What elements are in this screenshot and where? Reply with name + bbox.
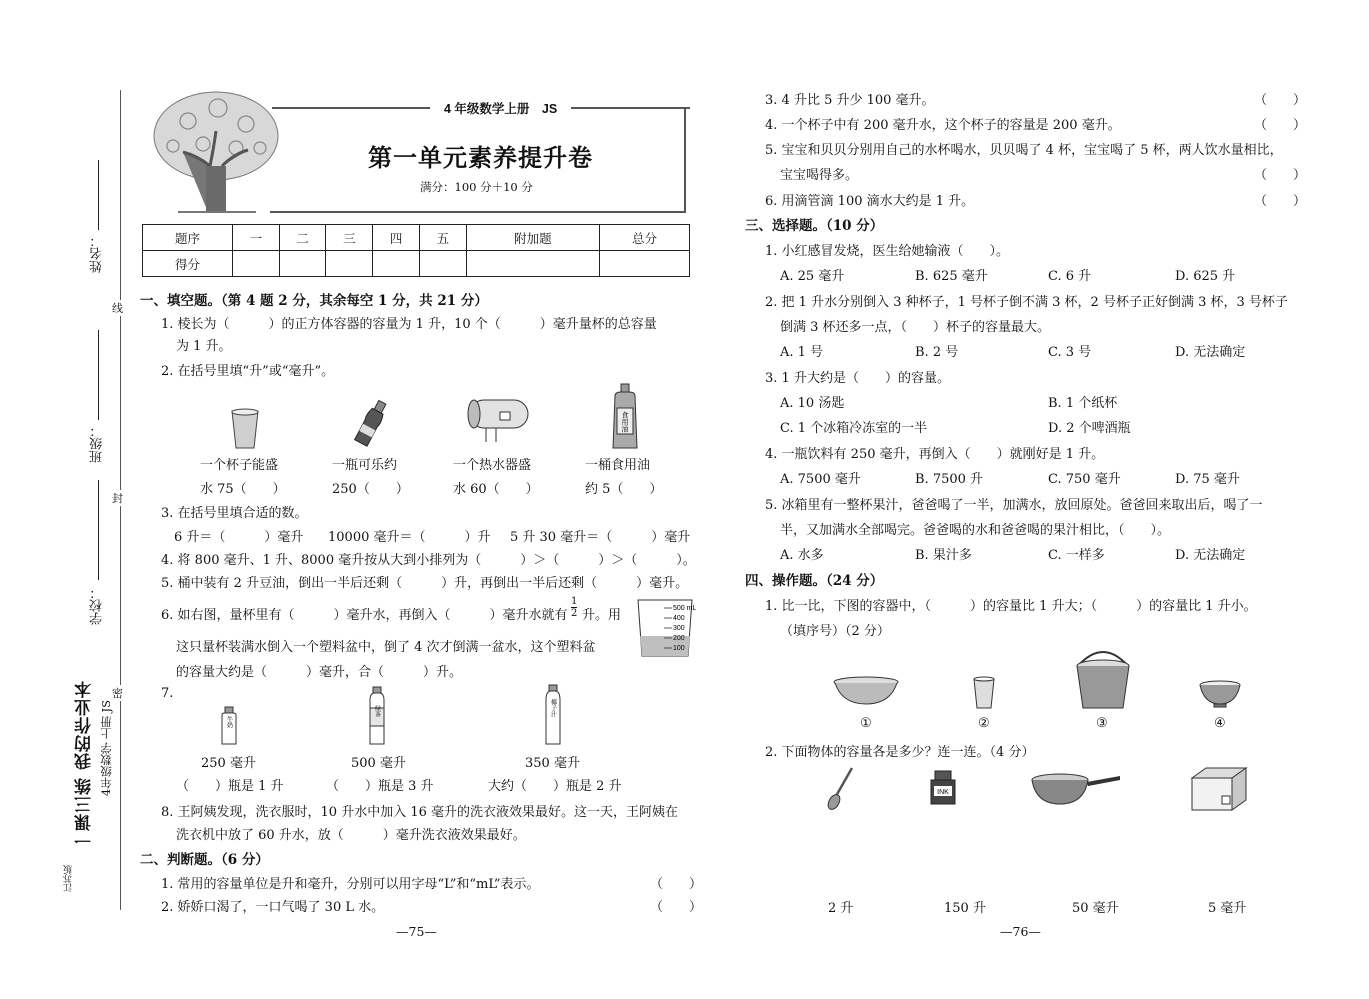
score-cell[interactable]	[279, 251, 326, 277]
choice-3-option-b[interactable]: B. 1 个纸杯	[1048, 396, 1118, 411]
score-cell[interactable]	[466, 251, 599, 277]
score-header-cell: 附加题	[466, 225, 599, 251]
judge-6-text: 6. 用滴管滴 100 滴水大约是 1 升。	[765, 194, 975, 209]
judge-6-answer[interactable]: （ ）	[1254, 194, 1307, 209]
brand-tag: 江苏版	[64, 865, 74, 892]
q3-text: 3. 在括号里填合适的数。	[161, 506, 308, 521]
q2-item-2-line1: 一瓶可乐约	[332, 458, 398, 473]
container-number-3: ③	[1096, 716, 1108, 731]
green-tea-bottle-icon	[366, 686, 388, 746]
score-info: 满分：100 分＋10 分	[420, 180, 533, 194]
q6-line1-end: 升。用	[582, 608, 622, 623]
choice-2-line1: 2. 把 1 升水分别倒入 3 种杯子，1 号杯子倒不满 3 杯，2 号杯子正好倒满 3 杯，3 号杯子	[765, 295, 1288, 310]
beaker-mark: 100	[673, 645, 685, 652]
score-table-score-row	[143, 251, 690, 277]
oil-bottle-label: 食用油	[621, 411, 629, 433]
paper-cup-icon	[972, 676, 996, 710]
choice-3-option-a[interactable]: A. 10 汤匙	[780, 396, 845, 411]
q2-item-3-line1: 一个热水器盛	[453, 458, 532, 473]
coconut-juice-bottle-label: 椰子汁	[549, 699, 557, 717]
judge-3-answer[interactable]: （ ）	[1254, 93, 1307, 108]
q7-bottle-1-blank: （ ）瓶是 1 升	[176, 779, 284, 794]
wok-icon	[1030, 770, 1122, 808]
tree-illustration	[148, 86, 284, 214]
header-bottom-rule	[270, 211, 686, 213]
q7-bottle-3-capacity: 350 毫升	[525, 756, 580, 771]
choice-1-option-c[interactable]: C. 6 升	[1048, 269, 1092, 284]
judge-4-answer[interactable]: （ ）	[1254, 118, 1307, 133]
name-label: 姓名：	[90, 234, 105, 273]
section-2-heading: 二、判断题。（6 分）	[140, 852, 269, 868]
q2-item-1-line1: 一个杯子能盛	[200, 458, 279, 473]
q7-bottle-2-blank: （ ）瓶是 3 升	[326, 779, 434, 794]
choice-1-option-a[interactable]: A. 25 毫升	[780, 269, 845, 284]
capacity-option-3[interactable]: 50 毫升	[1072, 901, 1119, 916]
choice-2-option-a[interactable]: A. 1 号	[780, 345, 824, 360]
score-header-cell: 一	[232, 225, 279, 251]
capacity-option-4[interactable]: 5 毫升	[1208, 901, 1247, 916]
choice-3-text: 3. 1 升大约是（ ）的容量。	[765, 371, 950, 386]
score-header-cell: 五	[419, 225, 466, 251]
container-number-1: ①	[860, 716, 872, 731]
score-row-label: 得分	[143, 251, 233, 277]
judge-2-answer[interactable]: （ ）	[650, 900, 703, 915]
beaker-mark: 300	[673, 625, 685, 632]
score-table-header-row	[143, 225, 690, 251]
section-4-heading: 四、操作题。（24 分）	[745, 573, 884, 589]
choice-4-option-a[interactable]: A. 7500 毫升	[780, 472, 861, 487]
q2-item-4-line1: 一桶食用油	[585, 458, 651, 473]
cola-bottle-icon	[352, 398, 392, 450]
brand-title: 一课三练 我的作业本	[75, 680, 95, 849]
capacity-option-2[interactable]: 150 升	[944, 901, 986, 916]
judge-1-answer[interactable]: （ ）	[650, 877, 703, 892]
choice-2-option-b[interactable]: B. 2 号	[915, 345, 959, 360]
school-underline	[98, 480, 99, 580]
choice-4-text: 4. 一瓶饮料有 250 毫升，再倒入（ ）就刚好是 1 升。	[765, 447, 1105, 462]
q6-fraction	[571, 596, 577, 619]
page-number-right: —76—	[1000, 924, 1041, 939]
judge-3-text: 3. 4 升比 5 升少 100 毫升。	[765, 93, 935, 108]
bucket-icon	[1072, 644, 1134, 712]
choice-3-option-d[interactable]: D. 2 个啤酒瓶	[1048, 421, 1131, 436]
judge-5-line1: 5. 宝宝和贝贝分别用自己的水杯喝水，贝贝喝了 4 杯，宝宝喝了 5 杯，两人饮水量相比，	[765, 143, 1283, 158]
container-number-4: ④	[1214, 716, 1226, 731]
milk-bottle-label: 牛奶	[225, 716, 233, 728]
water-heater-icon	[462, 396, 536, 448]
q8-line2: 洗衣机中放了 60 升水，放（ ）毫升洗衣液效果最好。	[176, 828, 526, 843]
q2-item-3-line2: 水 60（ ）	[453, 482, 539, 497]
box-icon	[1190, 766, 1248, 812]
page-number-left: —75—	[396, 924, 437, 939]
oil-bottle-icon	[610, 382, 640, 450]
q4-text: 4. 将 800 毫升、1 升、8000 毫升按从大到小排列为（ ）＞（ ）＞（ ）。	[161, 553, 696, 568]
operation-1-line1: 1. 比一比，下图的容器中，（ ）的容量比 1 升大；（ ）的容量比 1 升小。	[765, 599, 1257, 614]
judge-2-text: 2. 娇娇口渴了，一口气喝了 30 L 水。	[161, 900, 385, 915]
operation-1-line2: （填序号）（2 分）	[780, 624, 890, 639]
judge-5-line2: 宝宝喝得多。	[780, 168, 859, 183]
bowl-icon	[1198, 680, 1242, 708]
judge-4-text: 4. 一个杯子中有 200 毫升水，这个杯子的容量是 200 毫升。	[765, 118, 1121, 133]
container-number-2: ②	[978, 716, 990, 731]
ink-bottle-icon	[928, 770, 958, 806]
class-label: 班级：	[90, 424, 105, 463]
choice-5-line1: 5. 冰箱里有一整杯果汁，爸爸喝了一半，加满水，放回原处。爸爸回来取出后，喝了一	[765, 498, 1263, 513]
score-header-cell: 二	[279, 225, 326, 251]
q2-item-4-line2: 约 5（ ）	[585, 482, 663, 497]
cup-icon	[230, 408, 260, 450]
fraction-numerator: 1	[571, 596, 578, 607]
binding-line-char: 线	[112, 302, 123, 315]
beaker-mark: 200	[673, 635, 685, 642]
score-cell[interactable]	[373, 251, 420, 277]
score-cell[interactable]	[232, 251, 279, 277]
q2-item-2-line2: 250（ ）	[332, 482, 409, 497]
choice-2-option-d[interactable]: D. 无法确定	[1175, 345, 1246, 360]
measuring-beaker	[634, 596, 696, 660]
choice-5-line2: 半，又加满水全部喝完。爸爸喝的水和爸爸喝的果汁相比，（ ）。	[780, 523, 1171, 538]
choice-2-line2: 倒满 3 杯还多一点，（ ）杯子的容量最大。	[780, 320, 1051, 335]
coconut-juice-bottle-icon	[542, 684, 564, 746]
q7-number: 7.	[161, 686, 174, 701]
q7-bottle-2-capacity: 500 毫升	[351, 756, 406, 771]
choice-5-option-d[interactable]: D. 无法确定	[1175, 548, 1246, 563]
choice-4-option-b[interactable]: B. 7500 升	[915, 472, 984, 487]
score-cell[interactable]	[599, 251, 689, 277]
score-header-cell: 三	[326, 225, 373, 251]
binding-seal-char: 封	[112, 492, 123, 505]
section-3-heading: 三、选择题。（10 分）	[745, 218, 884, 234]
q6-line2: 这只量杯装满水倒入一个塑料盆中，倒了 4 次才倒满一盆水，这个塑料盆	[176, 640, 596, 655]
ink-bottle-label: INK	[937, 789, 949, 796]
q6-line3: 的容量大约是（ ）毫升，合（ ）升。	[176, 665, 463, 680]
choice-3-option-c[interactable]: C. 1 个冰箱冷冻室的一半	[780, 421, 928, 436]
capacity-option-1[interactable]: 2 升	[828, 901, 854, 916]
choice-4-option-c[interactable]: C. 750 毫升	[1048, 472, 1121, 487]
q2-item-1-line2: 水 75（ ）	[200, 482, 286, 497]
brand-subtitle: 4年级数学 上册 JS	[99, 700, 113, 797]
score-table	[142, 224, 690, 277]
choice-5-option-a[interactable]: A. 水多	[780, 548, 824, 563]
q8-line1: 8. 王阿姨发现，洗衣服时，10 升水中加入 16 毫升的洗衣液效果最好。这一天，王阿姨在	[161, 805, 679, 820]
beaker-mark: 500 mL	[673, 605, 696, 612]
score-header-cell: 四	[373, 225, 420, 251]
q7-bottle-3-blank: 大约（ ）瓶是 2 升	[488, 779, 622, 794]
q3-part-a: 6 升＝（ ）毫升	[174, 530, 304, 545]
binding-secret-char: 密	[112, 687, 123, 700]
score-cell[interactable]	[419, 251, 466, 277]
choice-2-option-c[interactable]: C. 3 号	[1048, 345, 1092, 360]
choice-1-option-d[interactable]: D. 625 升	[1175, 269, 1236, 284]
choice-5-option-c[interactable]: C. 一样多	[1048, 548, 1105, 563]
q2-text: 2. 在括号里填“升”或“毫升”。	[161, 364, 335, 379]
q1-line1: 1. 棱长为（ ）的正方体容器的容量为 1 升，10 个（ ）毫升量杯的总容量	[161, 317, 657, 332]
spoon-icon	[826, 766, 856, 810]
q3-part-b: 10000 毫升＝（ ）升	[328, 530, 491, 545]
header-subtitle: 4 年级数学上册 JS	[430, 99, 571, 117]
operation-2-text: 2. 下面物体的容量各是多少？连一连。（4 分）	[765, 745, 1035, 760]
header-right-rule	[684, 107, 686, 211]
q7-bottle-1-capacity: 250 毫升	[201, 756, 256, 771]
basin-icon	[832, 676, 900, 706]
page-title: 第一单元素养提升卷	[368, 143, 593, 172]
name-underline	[98, 160, 99, 230]
milk-bottle-icon	[218, 706, 240, 746]
q3-part-c: 5 升 30 毫升＝（ ）毫升	[510, 530, 691, 545]
choice-5-option-b[interactable]: B. 果汁多	[915, 548, 972, 563]
choice-1-option-b[interactable]: B. 625 毫升	[915, 269, 988, 284]
score-cell[interactable]	[326, 251, 373, 277]
q5-text: 5. 桶中装有 2 升豆油，倒出一半后还剩（ ）升，再倒出一半后还剩（ ）毫升。	[161, 576, 689, 591]
green-tea-bottle-label: 绿茶	[373, 705, 381, 717]
choice-4-option-d[interactable]: D. 75 毫升	[1175, 472, 1240, 487]
score-header-cell: 总分	[599, 225, 689, 251]
q6-line1: 6. 如右图，量杯里有（ ）毫升水，再倒入（ ）毫升水就有	[161, 608, 568, 623]
q1-line2: 为 1 升。	[176, 339, 232, 354]
judge-5-answer[interactable]: （ ）	[1254, 168, 1307, 183]
class-underline	[98, 330, 99, 420]
choice-1-text: 1. 小红感冒发烧，医生给她输液（ ）。	[765, 244, 1010, 259]
score-header-cell: 题序	[143, 225, 233, 251]
section-1-heading: 一、填空题。（第 4 题 2 分，其余每空 1 分，共 21 分）	[140, 293, 488, 309]
fraction-denominator: 2	[571, 608, 578, 619]
judge-1-text: 1. 常用的容量单位是升和毫升，分别可以用字母“L”和“mL”表示。	[161, 877, 540, 892]
school-label: 学校：	[90, 586, 105, 625]
beaker-mark: 400	[673, 615, 685, 622]
